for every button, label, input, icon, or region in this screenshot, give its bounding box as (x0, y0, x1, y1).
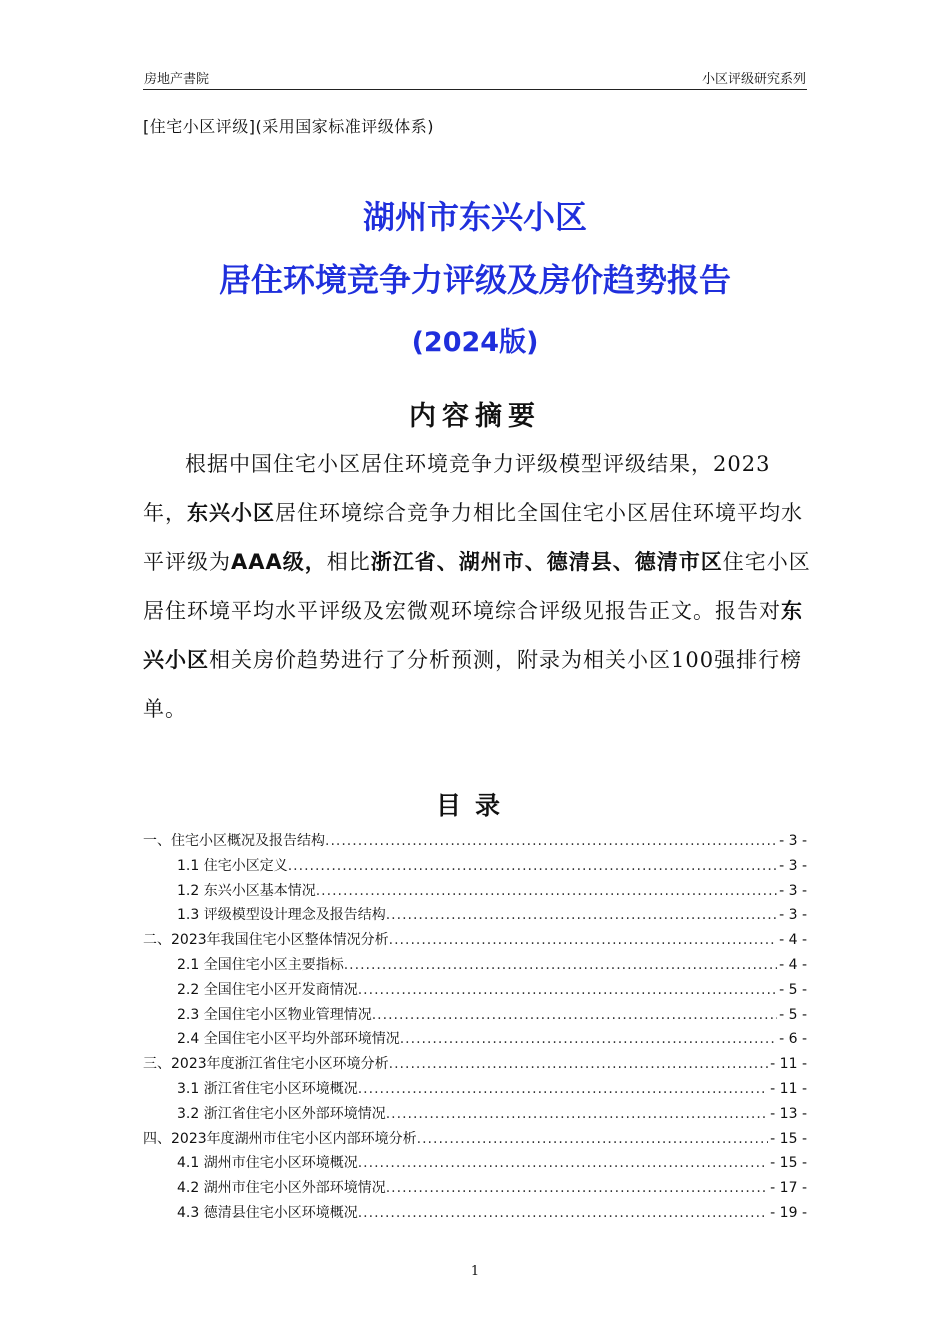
abstract-text: 相比 (326, 550, 371, 574)
toc-entry-page: - 17 - (770, 1180, 807, 1197)
toc-leader-dots (389, 1056, 769, 1072)
toc-entry[interactable] (143, 954, 807, 979)
abstract-body (143, 440, 811, 734)
abstract-text: 居住环境综合竞争力相比全国住宅小区居住环境平均水平评级为 (143, 501, 803, 574)
abstract-highlight: 东兴小区 (143, 599, 803, 672)
toc-entry-page: - 15 - (770, 1155, 807, 1172)
abstract-text: 住宅小区居住环境平均水平评级及宏微观环境综合评级见报告正文。报告对 (143, 550, 811, 623)
toc-entry-page: - 11 - (770, 1056, 807, 1073)
toc-entry-label: 1.1 住宅小区定义 (177, 857, 288, 874)
toc-entry-page: - 13 - (770, 1105, 807, 1122)
toc-leader-dots (325, 833, 777, 849)
toc-leader-dots (358, 1205, 768, 1221)
toc-entry-label: 2.2 全国住宅小区开发商情况 (177, 981, 358, 998)
toc-leader-dots (400, 1031, 777, 1047)
toc-entry-label: 3.1 浙江省住宅小区环境概况 (177, 1080, 358, 1097)
toc-entry-page: - 4 - (779, 932, 807, 949)
toc-entry[interactable] (143, 1128, 807, 1153)
toc-leader-dots (358, 1155, 768, 1171)
toc-entry[interactable] (143, 830, 807, 855)
toc-entry[interactable] (143, 1053, 807, 1078)
abstract-rating: AAA级， (231, 550, 327, 574)
toc-entry-label: 2.1 全国住宅小区主要指标 (177, 956, 344, 973)
toc-leader-dots (358, 1081, 768, 1097)
toc-entry[interactable] (143, 1028, 807, 1053)
abstract-heading: 内容摘要 (409, 401, 541, 432)
toc-leader-dots (344, 957, 777, 973)
toc-entry[interactable] (143, 1202, 807, 1227)
toc-leader-dots (358, 982, 777, 998)
header-series: 小区评级研究系列 (701, 72, 806, 87)
toc-entry-page: - 3 - (779, 857, 807, 874)
abstract-text: 根据中国住宅小区居住环境竞争力评级模型评级结果，2023年， (143, 452, 771, 525)
page-header (143, 66, 807, 90)
table-of-contents (143, 830, 807, 1227)
toc-entry[interactable] (143, 904, 807, 929)
toc-leader-dots (386, 1180, 768, 1196)
title-line-1: 湖州市东兴小区 (362, 198, 587, 236)
toc-entry-label: 1.3 评级模型设计理念及报告结构 (177, 907, 386, 924)
page-number: 1 (470, 1264, 480, 1279)
toc-leader-dots (288, 858, 777, 874)
toc-entry[interactable] (143, 979, 807, 1004)
abstract-text: 相关房价趋势进行了分析预测，附录为相关小区100强排行榜单。 (143, 648, 803, 721)
toc-entry-page: - 15 - (770, 1130, 807, 1147)
toc-entry-label: 4.2 湖州市住宅小区外部环境情况 (177, 1180, 386, 1197)
toc-leader-dots (372, 1007, 777, 1023)
toc-leader-dots (386, 1106, 768, 1122)
toc-entry-page: - 19 - (770, 1204, 807, 1221)
toc-leader-dots (316, 883, 777, 899)
toc-entry-page: - 3 - (779, 833, 807, 849)
toc-entry-label: 三、2023年度浙江省住宅小区环境分析 (143, 1056, 389, 1073)
toc-entry-page: - 5 - (779, 981, 807, 998)
toc-leader-dots (389, 932, 777, 948)
toc-entry-label: 3.2 浙江省住宅小区外部环境情况 (177, 1105, 386, 1122)
toc-entry[interactable] (143, 855, 807, 880)
toc-entry-page: - 3 - (779, 907, 807, 924)
toc-entry[interactable] (143, 880, 807, 905)
toc-entry[interactable] (143, 1103, 807, 1128)
toc-entry-label: 4.3 德清县住宅小区环境概况 (177, 1204, 358, 1221)
abstract-highlight: 浙江省、湖州市、德清县、德清市区 (370, 550, 723, 574)
toc-entry[interactable] (143, 1004, 807, 1029)
abstract-paragraph (143, 440, 811, 734)
title-line-2: 居住环境竞争力评级及房价趋势报告 (218, 261, 731, 299)
toc-entry-label: 2.3 全国住宅小区物业管理情况 (177, 1006, 372, 1023)
toc-entry-label: 4.1 湖州市住宅小区环境概况 (177, 1155, 358, 1172)
report-category: [住宅小区评级](采用国家标准评级体系) (143, 117, 434, 136)
toc-entry[interactable] (143, 1078, 807, 1103)
toc-heading: 目录 (435, 791, 514, 820)
toc-entry-page: - 4 - (779, 956, 807, 973)
toc-entry-page: - 5 - (779, 1006, 807, 1023)
toc-leader-dots (386, 907, 777, 923)
toc-entry-label: 1.2 东兴小区基本情况 (177, 882, 316, 899)
toc-entry[interactable] (143, 1177, 807, 1202)
toc-entry-page: - 6 - (779, 1031, 807, 1048)
toc-entry[interactable] (143, 1152, 807, 1177)
header-publisher: 房地产書院 (144, 72, 210, 87)
toc-entry-page: - 3 - (779, 882, 807, 899)
toc-entry-label: 四、2023年度湖州市住宅小区内部环境分析 (143, 1130, 417, 1147)
toc-entry-label: 2.4 全国住宅小区平均外部环境情况 (177, 1031, 400, 1048)
abstract-highlight: 东兴小区 (187, 501, 275, 525)
title-edition: (2024版) (411, 327, 539, 358)
toc-entry[interactable] (143, 929, 807, 954)
toc-leader-dots (417, 1131, 769, 1147)
toc-entry-page: - 11 - (770, 1080, 807, 1097)
toc-entry-label: 一、住宅小区概况及报告结构 (143, 833, 325, 849)
toc-entry-label: 二、2023年我国住宅小区整体情况分析 (143, 932, 389, 949)
